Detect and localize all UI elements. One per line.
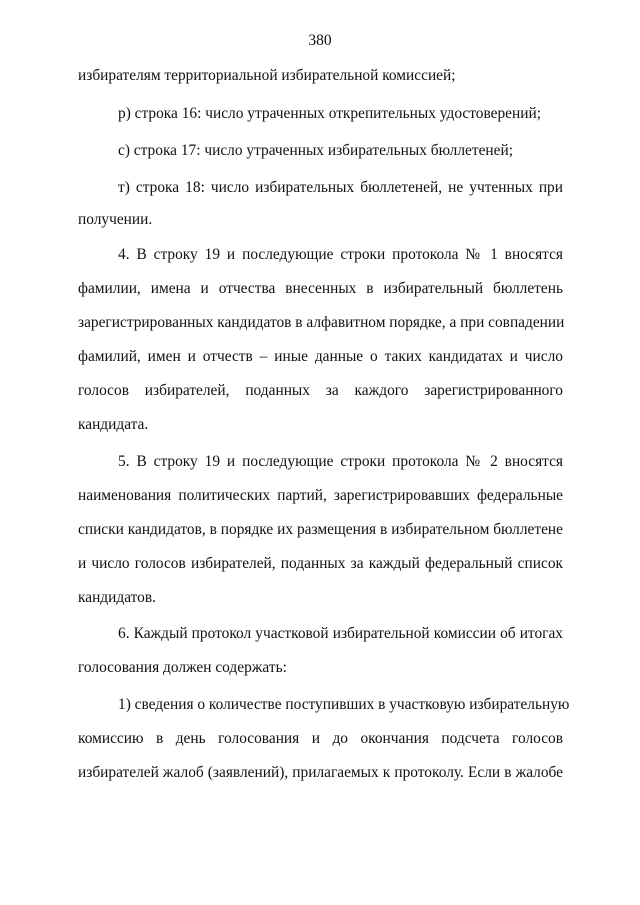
text-line: избирателям территориальной избирательной комиссией; [78,67,456,84]
text-line: и число голосов избирателей, поданных за каждый федеральный список [78,555,563,572]
text-line: с) строка 17: число утраченных избирательных бюллетеней; [118,142,514,159]
text-line: зарегистрированных кандидатов в алфавитном порядке, а при совпадении [78,314,565,331]
text-line: фамилий, имен и отчеств – иные данные о таких кандидатах и число [78,348,563,365]
text-line: комиссию в день голосования и до окончания подсчета голосов [78,730,563,747]
text-line: р) строка 16: число утраченных открепительных удостоверений; [118,105,541,122]
text-line: голосования должен содержать: [78,659,287,676]
text-line: голосов избирателей, поданных за каждого зарегистрированного [78,382,563,399]
text-line: 5. В строку 19 и последующие строки протокола № 2 вносятся [118,453,563,470]
page-number: 380 [308,32,332,49]
text-line: списки кандидатов, в порядке их размещения в избирательном бюллетене [78,521,563,538]
text-line: т) строка 18: число избирательных бюллетеней, не учтенных при [118,179,563,196]
text-line: наименования политических партий, зарегистрировавших федеральные [78,487,563,504]
text-line: 6. Каждый протокол участковой избирательной комиссии об итогах [118,625,563,642]
text-line: фамилии, имена и отчества внесенных в избирательный бюллетень [78,280,563,297]
text-line: 4. В строку 19 и последующие строки протокола № 1 вносятся [118,246,563,263]
text-line: кандидата. [78,416,149,433]
text-line: получении. [78,211,153,228]
text-line: кандидатов. [78,589,156,606]
text-line: избирателей жалоб (заявлений), прилагаемых к протоколу. Если в жалобе [78,764,563,781]
text-line: 1) сведения о количестве поступивших в участковую избирательную [118,696,570,713]
